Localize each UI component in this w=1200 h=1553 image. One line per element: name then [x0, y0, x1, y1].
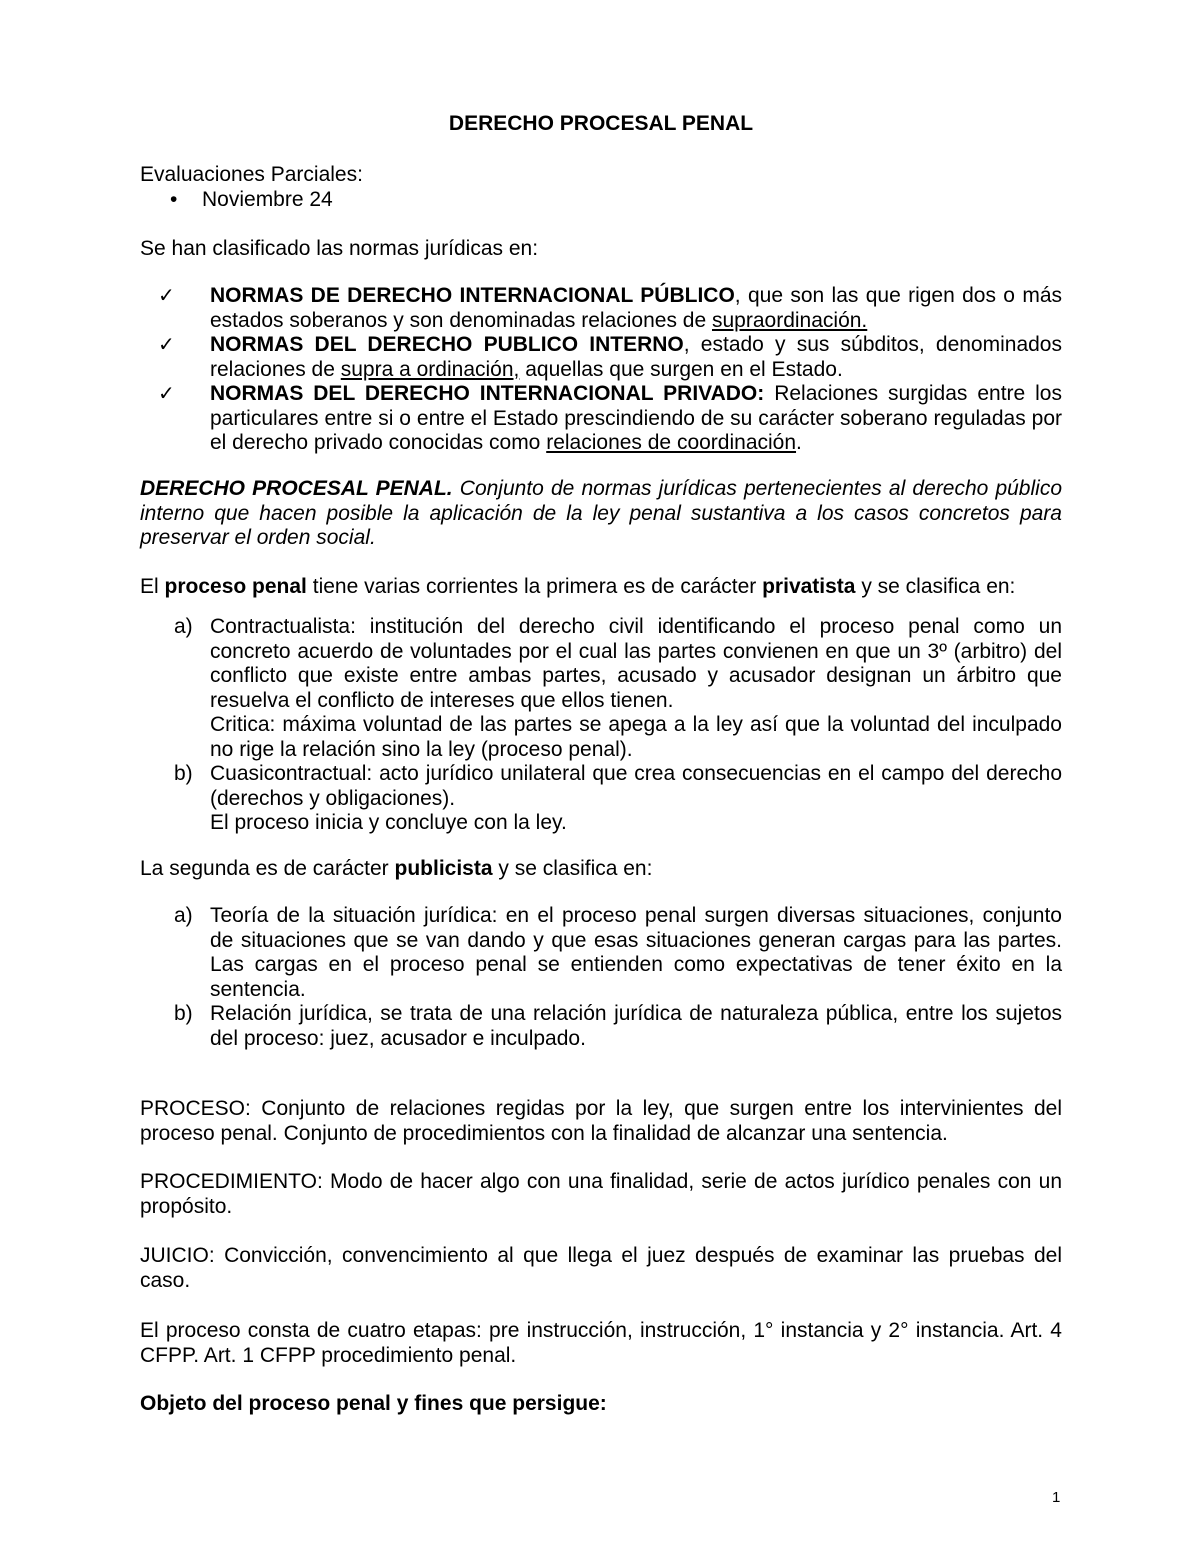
list-marker: b) — [174, 762, 193, 785]
norma-text: Relaciones surgidas entre los particulares entre si o entre el Estado prescindiendo de su carácter soberano reguladas por el derecho privado conocidas como — [210, 382, 1062, 454]
norma-underline: supraordinación. — [712, 308, 868, 332]
bold-run: publicista — [394, 857, 493, 880]
check-icon: ✓ — [158, 383, 175, 405]
norma-text: , estado y sus súbditos, denominados relaciones de — [210, 333, 1062, 381]
item-text: Contractualista: institución del derecho civil identificando el proceso penal como un concreto acuerdo de voluntades por el cual las partes convienen en que un 3º (arbitro) del conflicto que existe entre ambas partes, acusado y acusador designan un árbitro que resuelva el conflicto de intereses que ellos tienen. — [210, 615, 1062, 712]
proceso-paragraph: PROCESO: Conjunto de relaciones regidas por la ley, que surgen entre los intervinientes del proceso penal. Conjunto de procedimientos con la finalidad de alcanzar una sentencia. — [140, 1097, 1062, 1145]
evaluaciones-section — [140, 163, 1062, 212]
norma-underline: supra a ordinación, — [340, 357, 520, 381]
definicion-paragraph — [140, 477, 1062, 551]
norma-title: NORMAS DE DERECHO INTERNACIONAL PÚBLICO — [210, 284, 735, 307]
list-item — [140, 1002, 1062, 1051]
item-text: Critica: máxima voluntad de las partes se apega a la ley así que la voluntad del inculpado no rige la relación sino la ley (proceso penal). — [210, 713, 1062, 761]
list-marker: a) — [174, 904, 193, 927]
definicion-text: Conjunto de normas jurídicas pertenecientes al derecho público interno que hacen posible la aplicación de la ley penal sustantiva a los casos concretos para preservar el orden social. — [140, 477, 1062, 549]
check-icon: ✓ — [158, 334, 175, 356]
procedimiento-paragraph: PROCEDIMIENTO: Modo de hacer algo con una finalidad, serie de actos jurídico penales con un propósito. — [140, 1170, 1062, 1218]
item-text: El proceso inicia y concluye con la ley. — [210, 811, 567, 834]
privatista-intro — [140, 575, 1062, 600]
definicion-term: DERECHO PROCESAL PENAL. — [140, 477, 453, 500]
norma-tail: aquellas que surgen en el Estado. — [519, 357, 843, 381]
norma-title: NORMAS DEL DERECHO INTERNACIONAL PRIVADO: — [210, 382, 765, 405]
item-text: Teoría de la situación jurídica: en el proceso penal surgen diversas situaciones, conjunto de situaciones que se van dando y que esas situaciones generan cargas para las partes. Las cargas en el proceso penal se entienden como expectativas de tener éxito en la sentencia. — [210, 904, 1062, 1001]
bold-run: proceso penal — [164, 575, 307, 598]
text-run: y se clasifica en: — [492, 857, 653, 880]
list-marker: a) — [174, 615, 193, 638]
list-item — [140, 333, 1062, 382]
clasificacion-intro: Se han clasificado las normas jurídicas en: — [140, 237, 539, 260]
text-run: La segunda es de carácter — [140, 857, 395, 880]
list-item — [140, 762, 1062, 836]
list-item — [140, 284, 1062, 333]
normas-list — [140, 284, 1062, 456]
juicio-paragraph: JUICIO: Convicción, convencimiento al que llega el juez después de examinar las pruebas del caso. — [140, 1244, 1062, 1292]
list-item — [140, 904, 1062, 1002]
list-item — [140, 382, 1062, 456]
evaluaciones-heading: Evaluaciones Parciales: — [140, 163, 363, 186]
privatista-list — [140, 615, 1062, 836]
publicista-intro — [140, 857, 1062, 882]
text-run: tiene varias corrientes la primera es de carácter — [306, 575, 763, 598]
list-marker: b) — [174, 1002, 193, 1025]
text-run: y se clasifica en: — [855, 575, 1016, 598]
page-number: 1 — [1052, 1489, 1061, 1506]
list-item — [140, 188, 1062, 213]
item-text: Relación jurídica, se trata de una relación jurídica de naturaleza pública, entre los sujetos del proceso: juez, acusador e inculpado. — [210, 1002, 1062, 1050]
norma-underline: relaciones de coordinación — [546, 431, 797, 454]
norma-tail: . — [796, 431, 802, 454]
norma-title: NORMAS DEL DERECHO PUBLICO INTERNO — [210, 333, 684, 356]
bullet-icon: • — [170, 187, 178, 211]
document-title: DERECHO PROCESAL PENAL — [448, 112, 754, 135]
list-item — [140, 615, 1062, 762]
objeto-heading: Objeto del proceso penal y fines que persigue: — [140, 1392, 607, 1415]
item-text: Cuasicontractual: acto jurídico unilateral que crea consecuencias en el campo del derecho (derechos y obligaciones). — [210, 762, 1062, 810]
publicista-list — [140, 904, 1062, 1051]
evaluaciones-list — [140, 188, 1062, 213]
check-icon: ✓ — [158, 285, 175, 307]
text-run: El — [140, 575, 165, 598]
evaluacion-date: Noviembre 24 — [202, 187, 333, 211]
norma-text: , que son las que rigen dos o más estados soberanos y son denominadas relaciones de — [210, 284, 1062, 332]
bold-run: privatista — [762, 575, 856, 598]
etapas-paragraph: El proceso consta de cuatro etapas: pre instrucción, instrucción, 1° instancia y 2° instancia. Art. 4 CFPP. Art. 1 CFPP procedimiento penal. — [140, 1319, 1062, 1367]
